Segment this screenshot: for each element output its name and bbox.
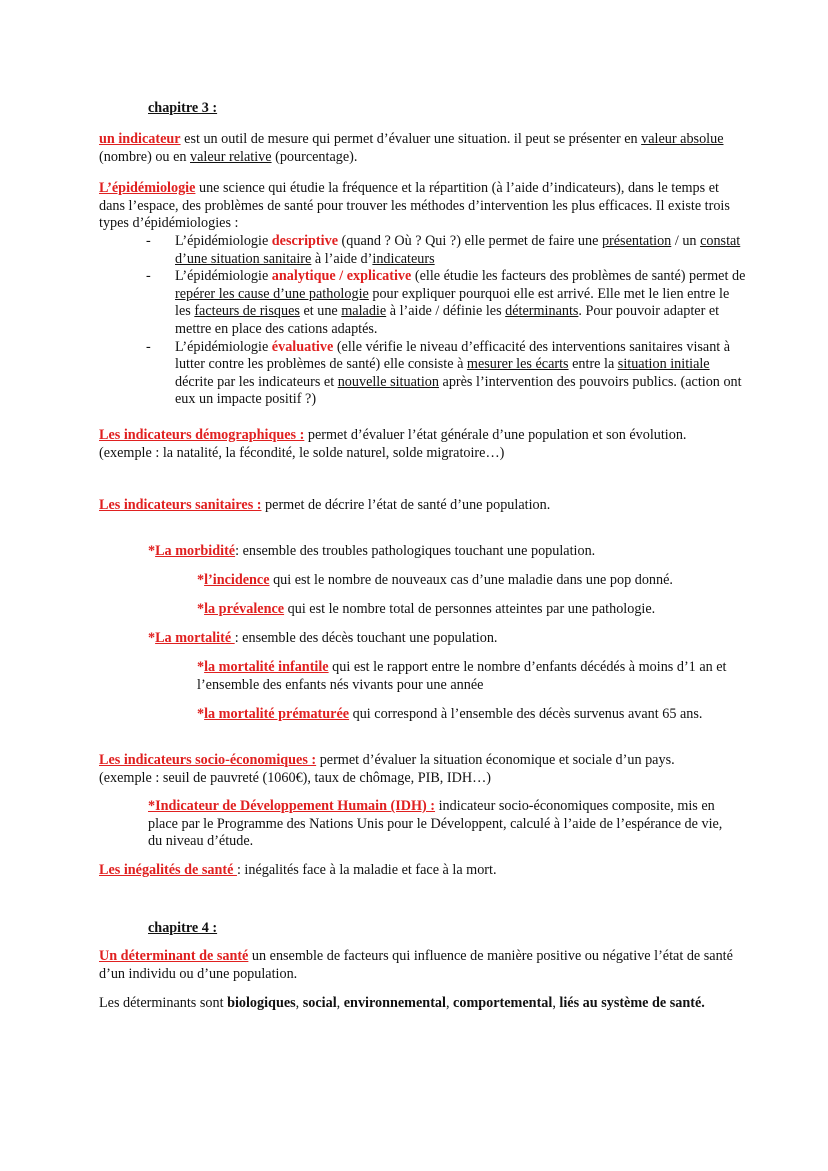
chapter-3-heading: chapitre 3 : [148, 100, 218, 116]
indicateur-term: un indicateur [99, 131, 181, 147]
demographiques-term: Les indicateurs démographiques : [99, 427, 305, 443]
determinant-term: Un déterminant de santé [99, 948, 249, 964]
sanitaires-term: Les indicateurs sanitaires : [99, 497, 262, 513]
list-item: - L’épidémiologie descriptive (quand ? Où ? Qui ?) elle permet de faire une présentation / un constat d’une situation sanitaire à l’aide d’indicateurs [146, 233, 746, 268]
epidemiology-types-list [146, 233, 746, 409]
epidemiologie-definition: L’épidémiologie une science qui étudie la fréquence et la répartition (à l’aide d’indicateurs), dans le temps et dans l’espace, des problèmes de santé pour trouver les méthodes d’intervention les plus efficaces. Il existe trois types d’épidémiologies : [99, 180, 730, 232]
determinant-types: Les déterminants sont biologiques, social, environnemental, comportemental, liés au système de santé. [99, 995, 705, 1011]
idh-term: *Indicateur de Développement Humain (IDH) : [148, 798, 436, 814]
incidence: *l’incidence qui est le nombre de nouveaux cas d’une maladie dans une pop donné. [197, 572, 673, 588]
socio-term: Les indicateurs socio-économiques : [99, 752, 317, 768]
chapter-4-heading: chapitre 4 : [148, 920, 218, 936]
prevalence: *la prévalence qui est le nombre total de personnes atteintes par une pathologie. [197, 601, 656, 617]
idh-definition: *Indicateur de Développement Humain (IDH) : indicateur socio-économiques composite, mis en place par le Programme des Nations Unis pour le Développent, calculé à l’aide de l’espérance de vie, du niveau d’étude. [148, 798, 723, 850]
mortalite: *La mortalité : ensemble des décès touchant une population. [148, 630, 498, 646]
indicateurs-demographiques: Les indicateurs démographiques : permet d’évaluer l’état générale d’une population et son évolution. (exemple : la natalité, la fécondité, le solde naturel, solde migratoire…) [99, 427, 687, 461]
indicateurs-sanitaires: Les indicateurs sanitaires : permet de décrire l’état de santé d’une population. [99, 497, 551, 513]
indicateur-definition: un indicateur est un outil de mesure qui permet d’évaluer une situation. il peut se présenter en valeur absolue (nombre) ou en valeur relative (pourcentage). [99, 131, 724, 165]
inegalites-de-sante: Les inégalités de santé : inégalités face à la maladie et face à la mort. [99, 862, 497, 878]
epidemiologie-term: L’épidémiologie [99, 180, 196, 196]
mortalite-infantile: *la mortalité infantile qui est le rapport entre le nombre d’enfants décédés à moins d’1 an et l’ensemble des enfants nés vivants pour une année [197, 659, 727, 693]
list-item: - L’épidémiologie évaluative (elle vérifie le niveau d’efficacité des interventions sanitaires visant à lutter contre les problèmes de santé) elle consiste à mesurer les écarts entre la situation initiale décrite par les indicateurs et nouvelle situation après l’intervention des pouvoirs publics. (action ont eux un impacte positif ?) [146, 339, 746, 409]
mortalite-prematuree: *la mortalité prématurée qui correspond à l’ensemble des décès survenus avant 65 ans. [197, 706, 703, 722]
list-item: - L’épidémiologie analytique / explicative (elle étudie les facteurs des problèmes de santé) permet de repérer les cause d’une pathologie pour expliquer pourquoi elle est arrivé. Elle met le lien entre le les facteurs de risques et une maladie à l’aide / définie les déterminants. Pour pouvoir adapter et mettre en place des cations adaptés. [146, 268, 746, 338]
inegalites-term: Les inégalités de santé [99, 862, 237, 878]
morbidite: *La morbidité: ensemble des troubles pathologiques touchant une population. [148, 543, 596, 559]
determinant-definition: Un déterminant de santé un ensemble de facteurs qui influence de manière positive ou négative l’état de santé d’un individu ou d’une population. [99, 948, 733, 982]
indicateurs-socio-economiques: Les indicateurs socio-économiques : permet d’évaluer la situation économique et sociale d’un pays. (exemple : seuil de pauvreté (1060€), taux de chômage, PIB, IDH…) [99, 752, 675, 786]
